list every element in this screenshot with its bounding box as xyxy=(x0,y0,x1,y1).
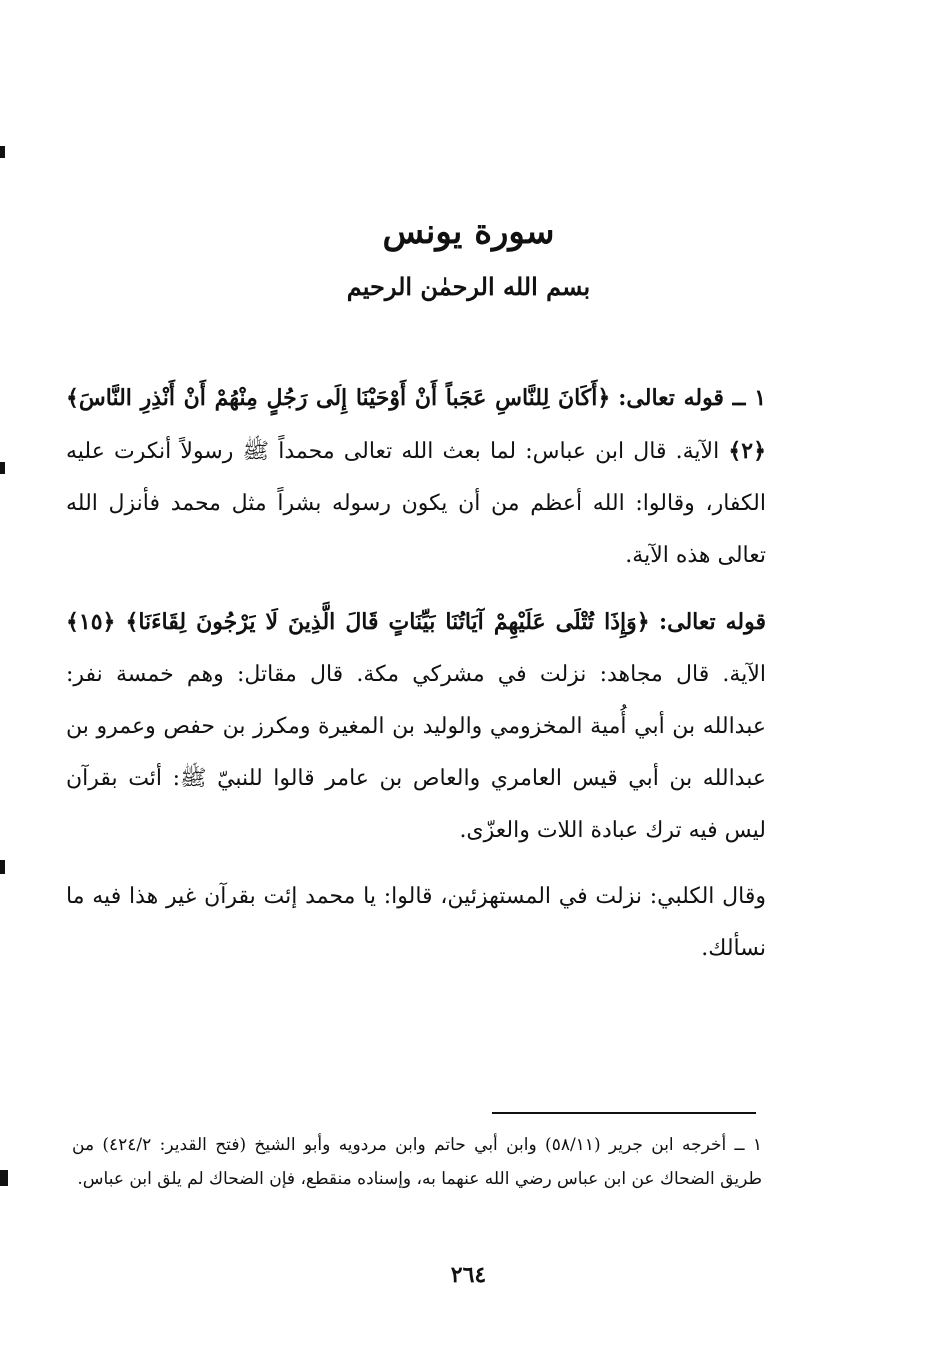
paragraph-text: وقال الكلبي: نزلت في المستهزئين، قالوا: يا محمد إئت بقرآن غير هذا فيه ما نسألك. xyxy=(66,884,766,961)
surah-title: سورة يونس xyxy=(382,212,555,252)
paragraph-text: الآية. قال ابن عباس: لما بعث الله تعالى محمداً ﷺ رسولاً أنكرت عليه الكفار، وقالوا: الله أعظم من أن يكون رسوله بشراً مثل محمد فأنزل الله تعالى هذه الآية. xyxy=(66,439,766,568)
footnote xyxy=(72,1128,762,1196)
footnote-divider xyxy=(492,1112,756,1114)
paragraph-2 xyxy=(66,596,766,857)
quran-verse: ﴿وَإِذَا تُتْلَى عَلَيْهِمْ آيَاتُنَا بَيِّنَاتٍ قَالَ الَّذِينَ لَا يَرْجُونَ لِقَاءَنَا﴾ ﴿١٥﴾ xyxy=(66,609,650,635)
quran-verse: ﴿أَكَانَ لِلنَّاسِ عَجَباً أَنْ أَوْحَيْنَا إِلَى رَجُلٍ مِنْهُمْ أَنْ أَنْذِرِ النَّاسَ﴾ ﴿٢﴾ xyxy=(66,385,766,464)
margin-mark xyxy=(0,146,5,158)
paragraph-3 xyxy=(66,871,766,975)
page-number: ٢٦٤ xyxy=(450,1262,487,1288)
paragraph-lead: قوله تعالى: xyxy=(659,609,767,635)
margin-mark xyxy=(0,1170,8,1186)
paragraph-1 xyxy=(66,372,766,582)
paragraph-text: الآية. قال مجاهد: نزلت في مشركي مكة. قال مقاتل: وهم خمسة نفر: عبدالله بن أبي أُمية المخزومي والوليد بن المغيرة ومكرز بن حفص وعمرو بن عبدالله بن أبي قيس العامري والعاص بن عامر قالوا للنبيّ ﷺ: أئت بقرآن ليس فيه ترك عبادة اللات والعزّى. xyxy=(66,662,766,843)
basmala: بسم الله الرحمٰن الرحيم xyxy=(346,272,591,301)
margin-mark xyxy=(0,860,5,874)
main-text xyxy=(66,372,766,989)
margin-mark xyxy=(0,462,5,474)
footnote-text: ١ ــ أخرجه ابن جرير (٥٨/١١) وابن أبي حاتم وابن مردويه وأبو الشيخ (فتح القدير: ٤٢٤/٢) من طريق الضحاك عن ابن عباس رضي الله عنهما به، وإسناده منقطع، فإن الضحاك لم يلق ابن عباس. xyxy=(72,1135,762,1189)
paragraph-lead: ١ ــ قوله تعالى: xyxy=(618,385,767,411)
